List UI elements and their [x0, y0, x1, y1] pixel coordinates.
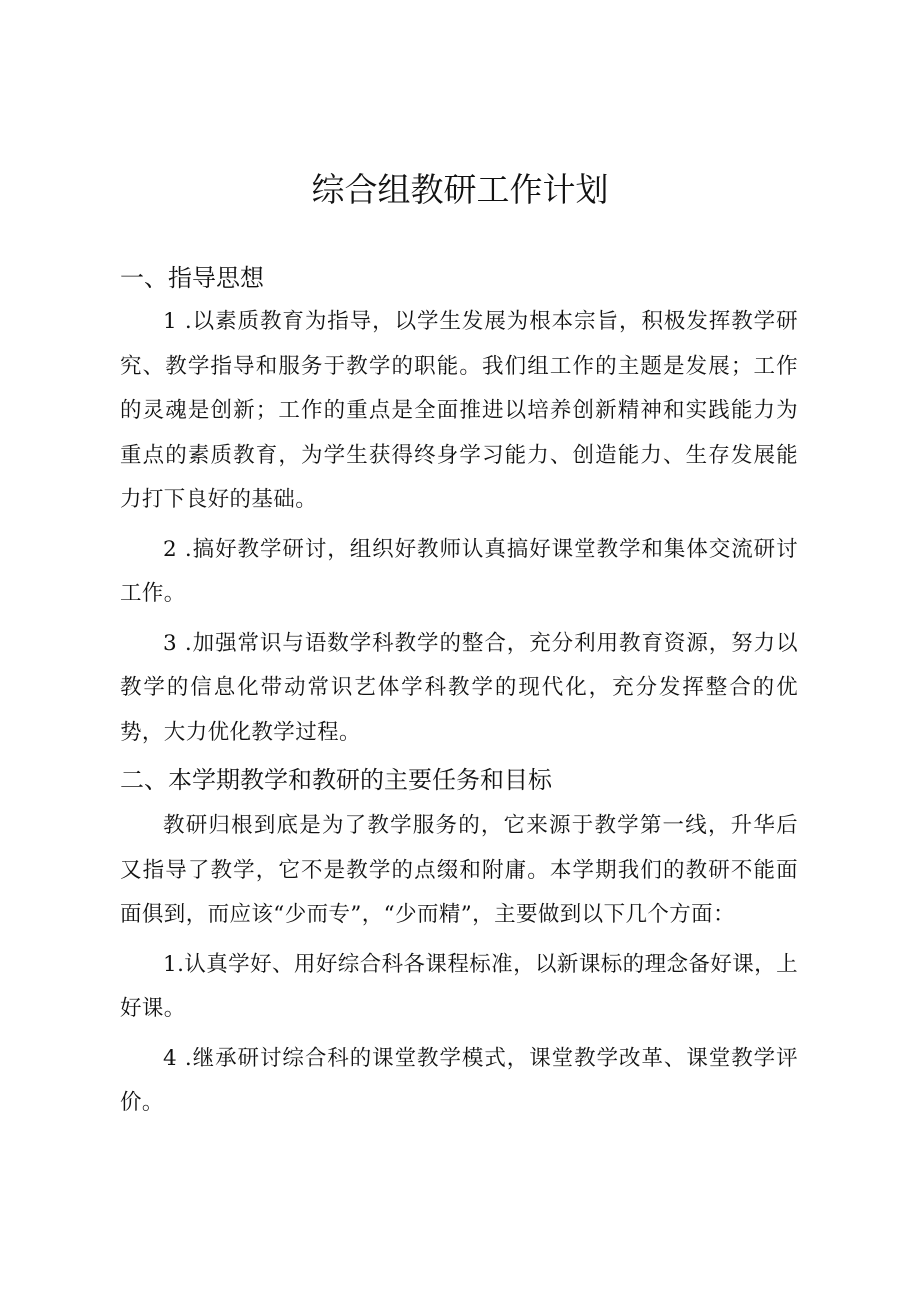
section-heading: 二、本学期教学和教研的主要任务和目标	[120, 766, 552, 794]
paragraph: 教研归根到底是为了教学服务的，它来源于教学第一线，升华后又指导了教学，它不是教学的点缀和附庸。本学期我们的教研不能面面俱到，而应该“少而专”，“少而精”，主要做到以下几个方面：	[120, 813, 798, 927]
paragraph: 1 .以素质教育为指导，以学生发展为根本宗旨，积极发挥教学研究、教学指导和服务于教学的职能。我们组工作的主题是发展；工作的灵魂是创新；工作的重点是全面推进以培养创新精神和实践能力为重点的素质教育，为学生获得终身学习能力、创造能力、生存发展能力打下良好的基础。	[120, 309, 798, 512]
document-title: 综合组教研工作计划	[311, 170, 609, 209]
section-guiding-ideology	[120, 258, 798, 755]
paragraph: 4 .继承研讨综合科的课堂教学模式，课堂教学改革、课堂教学评价。	[120, 1045, 798, 1115]
paragraph: 3 .加强常识与语数学科教学的整合，充分利用教育资源，努力以教学的信息化带动常识艺体学科教学的现代化，充分发挥整合的优势，大力优化教学过程。	[120, 630, 798, 745]
section-tasks-and-goals	[120, 760, 798, 1126]
section-heading: 一、指导思想	[120, 264, 264, 292]
paragraph: 1.认真学好、用好综合科各课程标准，以新课标的理念备好课，上好课。	[120, 951, 798, 1021]
paragraph: 2 .搞好教学研讨，组织好教师认真搞好课堂教学和集体交流研讨工作。	[120, 536, 798, 606]
document-body	[120, 258, 798, 1131]
